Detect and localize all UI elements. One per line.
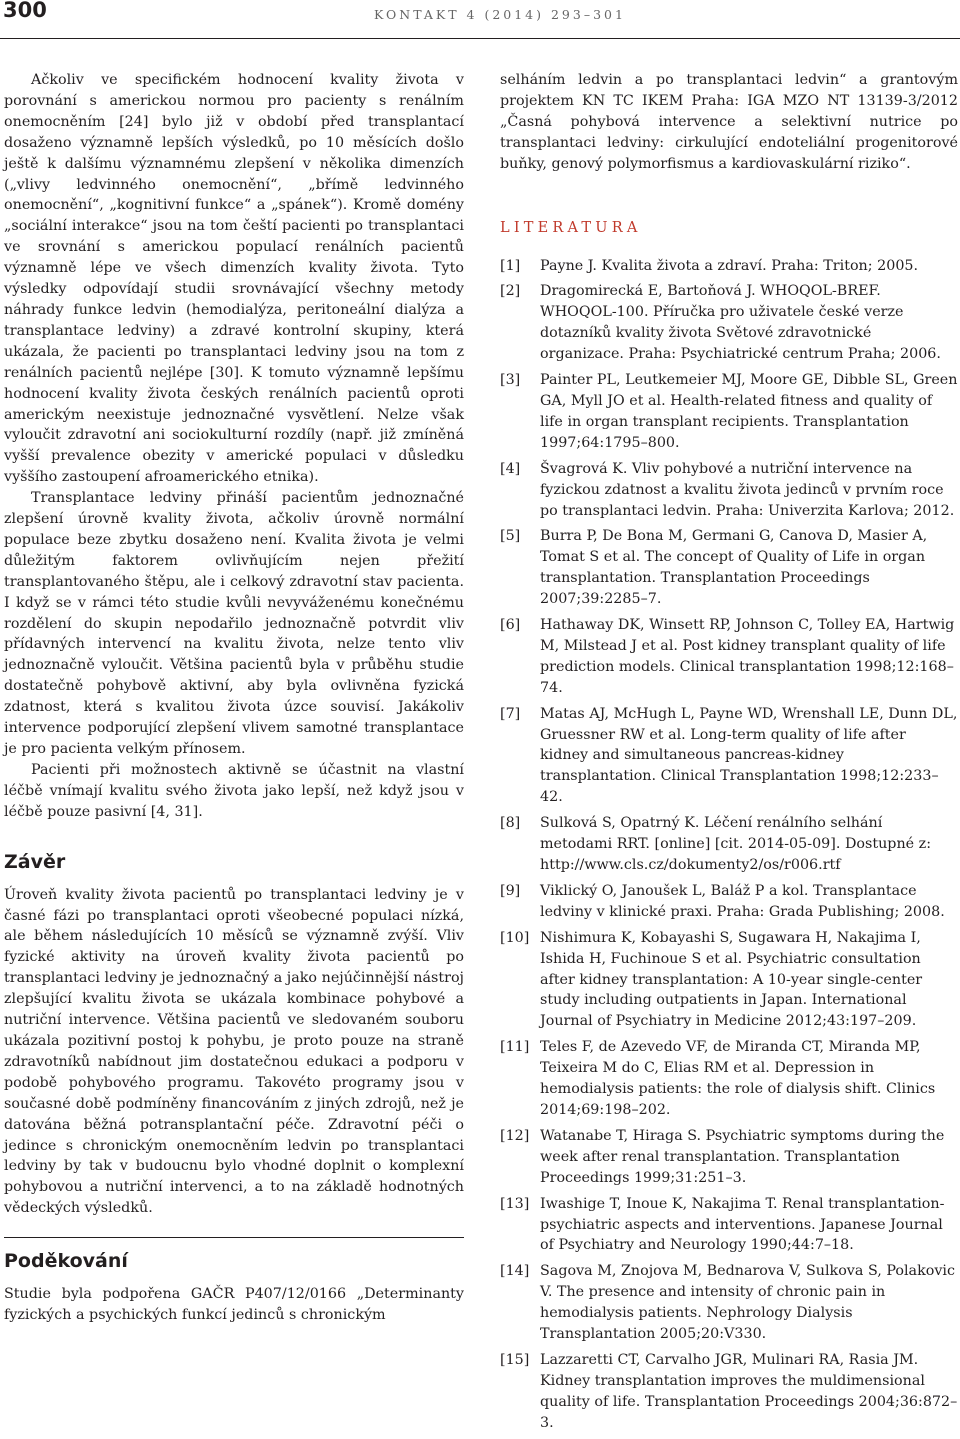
reference-number: [3] — [500, 372, 521, 389]
reference-item — [500, 704, 958, 809]
left-column — [4, 70, 464, 1326]
page-header — [0, 0, 960, 46]
reference-text: Matas AJ, McHugh L, Payne WD, Wrenshall LE, Dunn DL, Gruessner RW et al. Long-term quality of life after kidney and simultaneous pancreas-kidney transplantation. Clinical Transplantation 1998;12:233–42. — [540, 705, 958, 806]
reference-text: Lazzaretti CT, Carvalho JGR, Mulinari RA, Rasia JM. Kidney transplantation improves the muldimensional quality of life. Transplantation Proceedings 2004;36:872–3. — [540, 1351, 958, 1431]
reference-text: Hathaway DK, Winsett RP, Johnson C, Tolley EA, Hartwig M, Milstead J et al. Post kidney transplant quality of life prediction models. Clinical transplantation 1998;12:168–74. — [540, 617, 955, 696]
reference-list — [500, 256, 958, 1434]
acknowledgement-continuation: selháním ledvin a po transplantaci ledvin“ a grantovým projektem KN TC IKEM Praha: IGA MZO NT 13139-3/2012 „Časná pohybová intervence a selektivní nutrice po transplantaci ledviny: cirkulující endoteliální progenitorové buňky, genový polymorfismus a kardiovaskulární riziko“. — [500, 72, 958, 172]
reference-item — [500, 813, 958, 876]
reference-number: [5] — [500, 528, 521, 545]
reference-text: Dragomirecká E, Bartoňová J. WHOQOL-BREF. WHOQOL-100. Příručka pro uživatele české verze dotazníků kvality života Světové zdravotnické organizace. Praha: Psychiatrické centrum Praha; 2006. — [540, 283, 941, 363]
reference-text: Viklický O, Janoušek L, Baláž P a kol. Transplantace ledviny v klinické praxi. Praha: Grada Publishing; 2008. — [540, 882, 945, 920]
reference-item — [500, 615, 958, 699]
right-column — [500, 70, 958, 1439]
reference-number: [10] — [500, 929, 530, 946]
body-paragraph: Ačkoliv ve specifickém hodnocení kvality života v porovnání s americkou normou pro pacienty s renálním onemocněním [24] bylo již v období před transplantací dosaženo významně lepších výsledků, po 10 měsících došlo ještě k dalšímu významnému zlepšení v několika dimenzích („vlivy ledvinného onemocnění“, „břímě ledvinného onemocnění“, „kognitivní funkce“ a „spánek“). Kromě domény „sociální interakce“ jsou na tom čeští pacienti po transplantaci ve srovnání s americkou populací renálních pacientů významně lépe ve všech dimenzích kvality života. Tyto výsledky odpovídají studii srovnávající všechny metody náhrady funkce ledvin (hemodialýza, peritoneální dialýza a transplantace ledviny) a zdravé kontrolní skupiny, která ukázala, že pacienti po transplantaci ledviny jsou na tom z renálních pacientů nejlépe [30]. K tomuto významně lepšímu hodnocení kvality života českých renálních pacientů oproti americkým neexistuje jednoznačné vysvětlení. Nelze však vyloučit zdravotní ani sociokulturní rozdíly (např. již zmíněná vyšší prevalence obezity v americké populaci v důsledku vyššího zastoupení afroamerického etnika). — [4, 72, 464, 486]
acknowledgement-paragraph: Studie byla podpořena GAČR P407/12/0166 „Determinanty fyzických a psychických funkcí jedinců s chronickým — [4, 1286, 464, 1324]
reference-text: Painter PL, Leutkemeier MJ, Moore GE, Dibble SL, Green GA, Myll JO et al. Health-related fitness and quality of life in organ transplant recipients. Transplantation 1997;64:1795–800. — [540, 372, 958, 451]
reference-text: Teles F, de Azevedo VF, de Miranda CT, Miranda MP, Teixeira M do C, Elias RM et al. Depression in hemodialysis patients: the role of dialysis shift. Clinics 2014;69:198–202. — [540, 1039, 936, 1118]
reference-item — [500, 526, 958, 610]
reference-number: [4] — [500, 460, 521, 477]
reference-number: [12] — [500, 1127, 530, 1144]
reference-text: Sagova M, Znojova M, Bednarova V, Sulkova S, Polakovic V. The presence and intensity of chronic pain in hemodialysis patients. Nephrology Dialysis Transplantation 2005;20:V330. — [540, 1263, 955, 1343]
journal-citation: KONTAKT 4 (2014) 293–301 — [374, 7, 626, 22]
reference-number: [6] — [500, 617, 521, 634]
reference-item — [500, 1350, 958, 1434]
reference-number: [11] — [500, 1039, 530, 1056]
page-number: 300 — [3, 0, 47, 22]
reference-text: Burra P, De Bona M, Germani G, Canova D, Masier A, Tomat S et al. The concept of Quality of Life in organ transplantation. Transplantation Proceedings 2007;39:2285–7. — [540, 528, 928, 608]
reference-item — [500, 928, 958, 1033]
reference-text: Nishimura K, Kobayashi S, Sugawara H, Nakajima I, Ishida H, Fuchinoue S et al. Psychiatric consultation after kidney transplantation: A 10-year single-center study including outpatients in Japan. International Journal of Psychiatry in Medicine 2012;43:197–209. — [540, 929, 923, 1030]
reference-number: [7] — [500, 705, 521, 722]
section-divider — [4, 1237, 464, 1238]
reference-text: Iwashige T, Inoue K, Nakajima T. Renal transplantation-psychiatric aspects and interventions. Japanese Journal of Psychiatry and Neurology 1990;44:7–18. — [540, 1195, 945, 1254]
reference-item — [500, 370, 958, 454]
conclusion-paragraph: Úroveň kvality života pacientů po transplantaci ledviny je v časné fázi po transplantaci oproti všeobecné populaci nízká, ale během následujících 10 měsíců se významně zvýší. Vliv fyzické aktivity na úroveň kvality života pacientů po transplantaci ledviny je jednoznačný a jako nejúčinnější nástroj zlepšující kvalitu života se ukázala kombinace pohybové a nutriční intervence. Většina pacientů ve sledovaném souboru ukázala pozitivní postoj k pohybu, je proto pouze na straně zdravotníků nabídnout jim dostatečnou edukaci a podporu v podobě pohybového programu. Takovéto programy jsou v současné době podmíněny financováním z jiných zdrojů, než je datována běžná potransplantační péče. Zdravotní péči o jedince s chronickým onemocněním ledvin po transplantaci ledviny by tak v budoucnu bylo vhodné doplnit o komplexní pohybovou a nutriční intervenci, a to na základě hodnotných vědeckých výsledků. — [4, 886, 464, 1217]
reference-item — [500, 1126, 958, 1189]
body-paragraph: Transplantace ledviny přináší pacientům jednoznačné zlepšení úrovně kvality života, ačkoliv úrovně normální populace beze zbytku dosaženo není. Kvalita života je velmi důležitým faktorem ovlivňujícím nejen přežití transplantovaného štěpu, ale i celkový zdravotní stav pacienta. I když se v rámci této studie kvůli nevyváženému konečnému rozdělení do skupin nepodařilo jednoznačně potvrdit vliv přídavných intervencí na kvalitu života, nelze tento vliv jednoznačně vyloučit. Většina pacientů byla v průběhu studie dostatečně pohybově aktivní, aby byla ovlivněna fyzická zdatnost, která s kvalitou života úzce souvisí. Jakákoliv intervence podporující zlepšení vlivem samotné transplantace je pro pacienta velkým přínosem. — [4, 490, 464, 757]
reference-number: [9] — [500, 882, 521, 899]
reference-number: [14] — [500, 1263, 530, 1280]
header-rule — [0, 38, 960, 39]
reference-number: [8] — [500, 815, 521, 832]
reference-item — [500, 281, 958, 365]
reference-item — [500, 1194, 958, 1257]
reference-item — [500, 881, 958, 923]
reference-item — [500, 256, 958, 277]
reference-item — [500, 1261, 958, 1345]
reference-text: Švagrová K. Vliv pohybové a nutriční intervence na fyzickou zdatnost a kvalitu života jedinců v prvním roce po transplantaci ledvin. Praha: Univerzita Karlova; 2012. — [540, 460, 955, 519]
literature-heading: LITERATURA — [500, 219, 642, 236]
reference-item — [500, 459, 958, 522]
body-paragraph: Pacienti při možnostech aktivně se účastnit na vlastní léčbě vnímají kvalitu svého života jako lepší, než když jsou v léčbě pouze pasivní [4, 31]. — [4, 761, 464, 820]
reference-number: [2] — [500, 283, 521, 300]
reference-text: Sulková S, Opatrný K. Léčení renálního selhání metodami RRT. [online] [cit. 2014-05-09]. Dostupné z: http://www.cls.cz/dokumenty2/os/r006.rtf — [540, 815, 932, 873]
reference-number: [1] — [500, 257, 521, 274]
conclusion-heading: Závěr — [4, 850, 66, 873]
reference-number: [13] — [500, 1195, 530, 1212]
reference-number: [15] — [500, 1351, 530, 1368]
acknowledgement-heading: Poděkování — [4, 1250, 128, 1273]
reference-text: Payne J. Kvalita života a zdraví. Praha: Triton; 2005. — [540, 257, 919, 274]
reference-text: Watanabe T, Hiraga S. Psychiatric symptoms during the week after renal transplantation. Transplantation Proceedings 1999;31:251–3. — [540, 1127, 945, 1186]
reference-item — [500, 1037, 958, 1121]
